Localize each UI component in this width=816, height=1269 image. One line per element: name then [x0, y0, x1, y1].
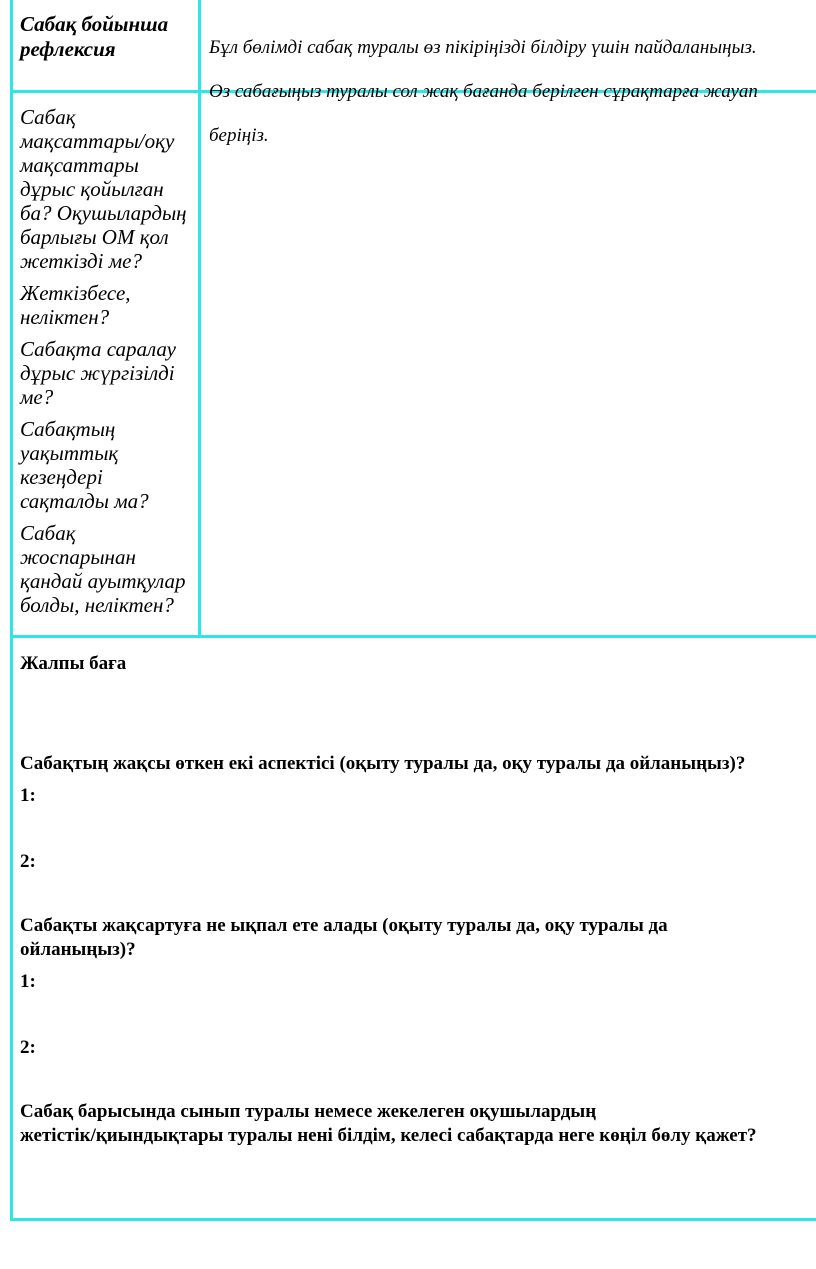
question-item: Сабақ мақсаттары/оқу мақсаттары дұрыс қойылған ба? Оқушылардың барлығы ОМ қол жеткізді ме? [20, 105, 187, 273]
good-aspect-1: 1: [20, 785, 36, 806]
learned-question-line1: Сабақ барысында сынып туралы немесе жекелеген оқушылардың [20, 1101, 597, 1122]
improve-question-line1: Сабақты жақсартуға не ықпал ете алады (оқыту туралы да, оқу туралы да [20, 915, 668, 936]
questions-list [20, 105, 195, 625]
question-item: Сабақ жоспарынан қандай ауытқулар болды, неліктен? [20, 521, 186, 617]
question-item: Жеткізбесе, неліктен? [20, 281, 131, 329]
column-divider [198, 0, 201, 638]
good-aspects-question: Сабақтың жақсы өткен екі аспектісі (оқыту туралы да, оқу туралы да ойланыңыз)? [20, 753, 746, 774]
question-item: Сабақта саралау дұрыс жүргізілді ме? [20, 337, 176, 409]
table-header-instruction [209, 15, 816, 169]
row-divider-summary [10, 635, 816, 638]
improve-1: 1: [20, 971, 36, 992]
good-aspect-2: 2: [20, 851, 36, 872]
instruction-line: беріңіз. [209, 125, 269, 146]
improve-2: 2: [20, 1037, 36, 1058]
improve-question-line2: ойланыңыз)? [20, 939, 136, 960]
learned-question-line2: жетістік/қиындықтары туралы нені білдім, келесі сабақтарда неге көңіл бөлу қажет? [20, 1125, 757, 1146]
instruction-line: Бұл бөлімді сабақ туралы өз пікіріңізді білдіру үшін пайдаланыңыз. [209, 37, 757, 58]
table-header-title: Сабақ бойынша рефлексия [20, 12, 169, 61]
instruction-line: Өз сабағыңыз туралы сол жақ бағанда берілген сұрақтарға жауап [209, 81, 758, 102]
summary-title: Жалпы баға [20, 653, 127, 674]
question-item: Сабақтың уақыттық кезеңдері сақталды ма? [20, 417, 149, 513]
